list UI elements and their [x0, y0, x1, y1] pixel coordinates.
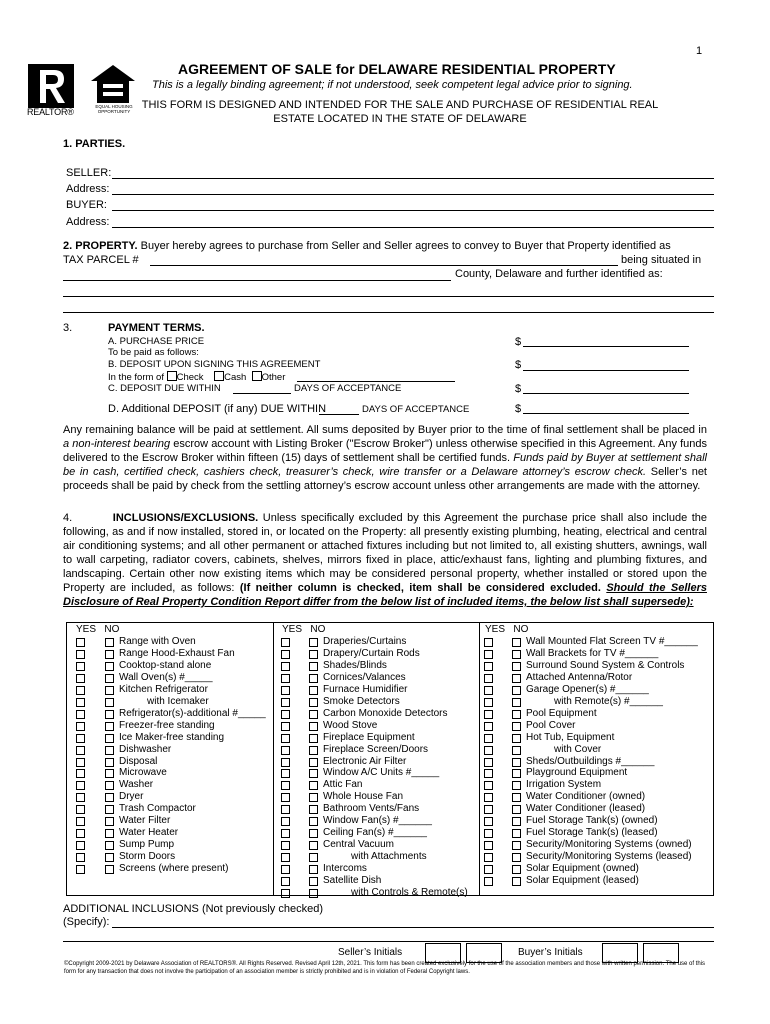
equal-housing-icon	[88, 63, 138, 107]
yes-checkbox[interactable]	[484, 686, 493, 695]
yes-checkbox[interactable]	[484, 829, 493, 838]
yes-checkbox[interactable]	[484, 781, 493, 790]
seller-initials-label: Seller’s Initials	[338, 947, 403, 958]
tax-parcel-label: TAX PARCEL #	[63, 254, 139, 266]
additional-inclusions-line-2[interactable]	[63, 941, 714, 942]
yes-checkbox[interactable]	[76, 829, 85, 838]
no-checkbox[interactable]	[105, 734, 114, 743]
page-subtitle: This is a legally binding agreement; if not understood, seek competent legal advice prior to signing.	[152, 79, 633, 91]
yes-checkbox[interactable]	[281, 853, 290, 862]
yes-checkbox[interactable]	[484, 722, 493, 731]
property-heading: 2. PROPERTY.	[63, 240, 138, 252]
inclusion-item-label: Furnace Humidifier	[323, 683, 408, 695]
yes-checkbox[interactable]	[484, 877, 493, 886]
inclusion-item-label: Fireplace Equipment	[323, 731, 415, 743]
inclusion-item-label: Dryer	[119, 791, 144, 803]
yes-checkbox[interactable]	[484, 710, 493, 719]
inclusion-item-label: with Controls & Remote(s)	[351, 886, 468, 898]
inclusion-item-label: Water Heater	[119, 827, 179, 839]
no-checkbox[interactable]	[512, 638, 521, 647]
yes-checkbox[interactable]	[484, 853, 493, 862]
inclusion-item-label: Washer	[119, 779, 154, 791]
inclusion-item-label: Fuel Storage Tank(s) (leased)	[526, 827, 658, 839]
no-checkbox[interactable]	[512, 674, 521, 683]
yes-checkbox[interactable]	[281, 734, 290, 743]
property-text: Buyer hereby agrees to purchase from Seller and Seller agrees to convey to Buyer that Property identified as	[140, 240, 671, 252]
no-checkbox[interactable]	[105, 662, 114, 671]
inclusion-item-label: Solar Equipment (leased)	[526, 875, 639, 886]
yes-checkbox[interactable]	[484, 805, 493, 814]
inclusion-item-label: Wall Mounted Flat Screen TV #______	[526, 636, 698, 647]
inclusion-item-label: Ceiling Fan(s) #______	[323, 827, 427, 839]
no-checkbox[interactable]	[309, 758, 318, 767]
additional-deposit-field[interactable]	[523, 413, 689, 414]
no-checkbox[interactable]	[309, 793, 318, 802]
other-field[interactable]	[297, 381, 455, 382]
no-checkbox[interactable]	[309, 710, 318, 719]
inclusion-item-label: with Remote(s) #______	[554, 695, 663, 707]
yes-checkbox[interactable]	[76, 758, 85, 767]
additional-inclusions-label: ADDITIONAL INCLUSIONS (Not previously checked)	[63, 903, 323, 915]
equal-housing-text: EQUAL HOUSING OPPORTUNITY	[95, 104, 133, 114]
no-checkbox[interactable]	[512, 686, 521, 695]
yes-checkbox[interactable]	[281, 877, 290, 886]
inclusion-item-label: Window Fan(s) #______	[323, 815, 432, 827]
inclusion-item-label: Water Conditioner (owned)	[526, 791, 646, 803]
no-checkbox[interactable]	[309, 877, 318, 886]
no-checkbox[interactable]	[105, 769, 114, 778]
yes-checkbox[interactable]	[281, 662, 290, 671]
yes-checkbox[interactable]	[484, 793, 493, 802]
yes-checkbox[interactable]	[281, 889, 290, 898]
yes-checkbox[interactable]	[281, 746, 290, 755]
buyer-address-label: Address:	[66, 216, 110, 228]
no-checkbox[interactable]	[512, 793, 521, 802]
no-checkbox[interactable]	[309, 841, 318, 850]
no-checkbox[interactable]	[512, 781, 521, 790]
yes-checkbox[interactable]	[281, 686, 290, 695]
inclusion-item-label: Draperies/Curtains	[323, 636, 407, 647]
seller-address-field[interactable]	[112, 194, 714, 195]
inclusion-item-label: with Cover	[554, 743, 602, 755]
inclusion-item-label: Refrigerator(s)-additional #_____	[119, 707, 266, 719]
inclusion-item-label: Kitchen Refrigerator	[119, 683, 208, 695]
no-checkbox[interactable]	[309, 686, 318, 695]
inclusion-item-label: with Icemaker	[147, 695, 209, 707]
no-checkbox[interactable]	[512, 841, 521, 850]
inclusion-item-label: Sheds/Outbuildings #______	[526, 755, 655, 767]
yes-checkbox[interactable]	[76, 734, 85, 743]
page-title: AGREEMENT OF SALE for DELAWARE RESIDENTIAL PROPERTY	[178, 61, 616, 77]
yes-checkbox[interactable]	[484, 746, 493, 755]
no-checkbox[interactable]	[512, 722, 521, 731]
inclusion-item-label: Water Conditioner (leased)	[526, 803, 646, 815]
deposit-due-field[interactable]	[523, 393, 689, 394]
yes-checkbox[interactable]	[484, 674, 493, 683]
no-checkbox[interactable]	[309, 698, 318, 707]
yes-checkbox[interactable]	[76, 781, 85, 790]
buyer-field[interactable]	[112, 210, 714, 211]
inclusions-number: 4.	[63, 512, 73, 524]
no-checkbox[interactable]	[105, 638, 114, 647]
inclusion-item-label: Wall Brackets for TV #______	[526, 647, 659, 659]
yes-checkbox[interactable]	[281, 841, 290, 850]
inclusion-item-label: Solar Equipment (owned)	[526, 863, 639, 875]
no-checkbox[interactable]	[512, 877, 521, 886]
property-section	[63, 240, 671, 252]
inclusion-item-label: Wall Oven(s) #_____	[119, 671, 213, 683]
yes-checkbox[interactable]	[484, 698, 493, 707]
no-checkbox[interactable]	[309, 865, 318, 874]
no-checkbox[interactable]	[512, 650, 521, 659]
no-checkbox[interactable]	[105, 722, 114, 731]
additional-inclusions-field[interactable]	[112, 927, 714, 928]
no-checkbox[interactable]	[105, 853, 114, 862]
no-checkbox[interactable]	[105, 674, 114, 683]
no-checkbox[interactable]	[309, 769, 318, 778]
no-checkbox[interactable]	[105, 805, 114, 814]
inclusion-item-label: Fuel Storage Tank(s) (owned)	[526, 815, 658, 827]
no-checkbox[interactable]	[309, 817, 318, 826]
no-checkbox[interactable]	[309, 889, 318, 898]
yes-checkbox[interactable]	[281, 698, 290, 707]
payment-number: 3.	[63, 322, 73, 334]
yes-checkbox[interactable]	[76, 698, 85, 707]
inclusion-item-label: Electronic Air Filter	[323, 755, 407, 767]
no-checkbox[interactable]	[105, 758, 114, 767]
no-checkbox[interactable]	[512, 662, 521, 671]
inclusion-item-label: Attic Fan	[323, 779, 363, 791]
inclusion-item-label: Smoke Detectors	[323, 695, 400, 707]
cash-checkbox[interactable]	[214, 371, 224, 381]
seller-initials-box-1[interactable]	[425, 943, 461, 963]
no-checkbox[interactable]	[105, 686, 114, 695]
no-checkbox[interactable]	[105, 650, 114, 659]
inclusion-item-label: Wood Stove	[323, 719, 378, 731]
buyer-initials-label: Buyer’s Initials	[518, 947, 583, 958]
inclusion-item-label: Garage Opener(s) #______	[526, 683, 649, 695]
inclusion-item-label: Intercoms	[323, 863, 367, 875]
seller-field[interactable]	[112, 178, 714, 179]
no-checkbox[interactable]	[105, 817, 114, 826]
inclusion-item-label: Range Hood-Exhaust Fan	[119, 647, 235, 659]
no-checkbox[interactable]	[105, 746, 114, 755]
no-checkbox[interactable]	[105, 781, 114, 790]
inclusion-item-label: Central Vacuum	[323, 839, 394, 851]
inclusions-heading: INCLUSIONS/EXCLUSIONS.	[112, 512, 259, 524]
yes-checkbox[interactable]	[76, 710, 85, 719]
copyright-footer: ©Copyright 2009-2021 by Delaware Association of REALTORS®. All Rights Reserved. Revised April 12th, 2021. This form has been created exclusively for the use of the association members and those with written permission. The use of this form for any transaction that does not involve the participation of an association member is strictly prohibited and is in violation of Federal Copyright laws.	[64, 961, 706, 975]
yes-checkbox[interactable]	[484, 638, 493, 647]
no-checkbox[interactable]	[309, 650, 318, 659]
no-checkbox[interactable]	[309, 853, 318, 862]
yes-checkbox[interactable]	[76, 686, 85, 695]
yes-checkbox[interactable]	[484, 650, 493, 659]
no-checkbox[interactable]	[309, 781, 318, 790]
yes-checkbox[interactable]	[484, 758, 493, 767]
seller-address-label: Address:	[66, 183, 110, 195]
no-checkbox[interactable]	[105, 841, 114, 850]
no-checkbox[interactable]	[309, 722, 318, 731]
inclusion-item-label: Pool Equipment	[526, 707, 597, 719]
yes-checkbox[interactable]	[484, 817, 493, 826]
inclusion-item-label: Range with Oven	[119, 636, 196, 647]
payment-heading: PAYMENT TERMS.	[108, 322, 205, 334]
no-checkbox[interactable]	[309, 662, 318, 671]
inclusion-item-label: Ice Maker-free standing	[119, 731, 225, 743]
yes-checkbox[interactable]	[76, 722, 85, 731]
inclusion-item-label: Hot Tub, Equipment	[526, 731, 615, 743]
yes-checkbox[interactable]	[281, 829, 290, 838]
yes-checkbox[interactable]	[281, 781, 290, 790]
no-checkbox[interactable]	[512, 805, 521, 814]
deposit-form-row: In the form of Check Cash Other	[108, 372, 286, 383]
property-description-line-1[interactable]	[63, 296, 714, 297]
yes-checkbox[interactable]	[281, 758, 290, 767]
yes-checkbox[interactable]	[484, 662, 493, 671]
inclusion-item-label: Storm Doors	[119, 851, 176, 863]
tax-parcel-field[interactable]	[150, 265, 618, 266]
yes-checkbox[interactable]	[281, 793, 290, 802]
inclusion-item-label: Dishwasher	[119, 743, 172, 755]
county-field[interactable]	[63, 280, 451, 281]
inclusion-item-label: Carbon Monoxide Detectors	[323, 707, 448, 719]
other-checkbox[interactable]	[252, 371, 262, 381]
no-checkbox[interactable]	[309, 638, 318, 647]
col1-header: YES NO	[76, 624, 120, 635]
no-checkbox[interactable]	[309, 674, 318, 683]
yes-checkbox[interactable]	[484, 769, 493, 778]
additional-deposit-label: D. Additional DEPOSIT (if any) DUE WITHIN	[108, 403, 327, 415]
inclusion-item-label: Disposal	[119, 755, 158, 767]
no-checkbox[interactable]	[105, 865, 114, 874]
yes-checkbox[interactable]	[76, 769, 85, 778]
property-description-line-2[interactable]	[63, 312, 714, 313]
no-checkbox[interactable]	[512, 865, 521, 874]
inclusion-item-label: Shades/Blinds	[323, 659, 387, 671]
yes-checkbox[interactable]	[484, 865, 493, 874]
yes-checkbox[interactable]	[281, 865, 290, 874]
col3-header: YES NO	[485, 624, 529, 635]
no-checkbox[interactable]	[105, 829, 114, 838]
inclusions-paragraph: 4. INCLUSIONS/EXCLUSIONS. Unless specifically excluded by this Agreement the purchase price shall also include the following, as and if now installed, stored in, or located on the Property: all presently existing plumbing, heating, electrical and central air conditioning systems; and all other permanent or attached fixtures including but not limited to, all existing shutters, awnings, wall to wall carpeting, radiator covers, cabinets, shelves, mirrors fixed in place, attic/exhaust fans, lighting and plumbing fixtures, and landscaping. Certain other now existing items which may be considered personal property, whether installed or stored upon the Property are included, as follows: (If neither column is checked, item shall be considered excluded. Should the Sellers Disclosure of Real Property Condition Report differ from the below list of included items, the below list shall supersede):	[63, 512, 707, 608]
seller-initials-box-2[interactable]	[466, 943, 502, 963]
inclusion-item-label: Cooktop-stand alone	[119, 659, 212, 671]
yes-checkbox[interactable]	[76, 805, 85, 814]
no-checkbox[interactable]	[309, 805, 318, 814]
yes-checkbox[interactable]	[76, 662, 85, 671]
no-checkbox[interactable]	[512, 817, 521, 826]
no-checkbox[interactable]	[105, 710, 114, 719]
paid-as-label: To be paid as follows:	[108, 347, 199, 358]
inclusion-item-label: Bathroom Vents/Fans	[323, 803, 420, 815]
inclusion-item-label: Water Filter	[119, 815, 171, 827]
yes-checkbox[interactable]	[281, 710, 290, 719]
no-checkbox[interactable]	[309, 734, 318, 743]
inclusion-item-label: Trash Compactor	[119, 803, 196, 815]
no-checkbox[interactable]	[512, 758, 521, 767]
yes-checkbox[interactable]	[281, 817, 290, 826]
deposit-signing-label: B. DEPOSIT UPON SIGNING THIS AGREEMENT	[108, 359, 321, 370]
buyer-initials-box-2[interactable]	[643, 943, 679, 963]
yes-checkbox[interactable]	[76, 865, 85, 874]
no-checkbox[interactable]	[512, 710, 521, 719]
situated-label: being situated in	[621, 254, 702, 266]
col2-header: YES NO	[282, 624, 326, 635]
additional-days-label: DAYS OF ACCEPTANCE	[362, 404, 470, 415]
deposit-days-label: DAYS OF ACCEPTANCE	[294, 383, 402, 394]
inclusion-item-label: Microwave	[119, 767, 167, 779]
yes-checkbox[interactable]	[281, 769, 290, 778]
purchase-price-field[interactable]	[523, 346, 689, 347]
no-checkbox[interactable]	[512, 769, 521, 778]
no-checkbox[interactable]	[512, 853, 521, 862]
inclusion-item-label: Cornices/Valances	[323, 671, 406, 683]
yes-checkbox[interactable]	[484, 734, 493, 743]
yes-checkbox[interactable]	[76, 746, 85, 755]
inclusion-item-label: Surround Sound System & Controls	[526, 659, 685, 671]
yes-checkbox[interactable]	[76, 841, 85, 850]
county-label: County, Delaware and further identified as:	[455, 268, 663, 280]
check-checkbox[interactable]	[167, 371, 177, 381]
payment-paragraph: Any remaining balance will be paid at settlement. All sums deposited by Buyer prior to the time of final settlement shall be placed in a non-interest bearing escrow account with Listing Broker ("Escrow Broker") unless otherwise specified in this Agreement. Any funds delivered to the Escrow Broker within fifteen (15) days of settlement shall be certified funds. Funds paid by Buyer at settlement shall be in cash, certified check, cashiers check, treasurer’s check, wire transfer or a Delaware attorney’s escrow check. Seller’s net proceeds shall be paid by check from the settling attorney’s escrow account unless other arrangements are made with the attorney.	[63, 424, 707, 492]
no-checkbox[interactable]	[309, 746, 318, 755]
inclusion-item-label: Freezer-free standing	[119, 719, 215, 731]
deposit-days-field[interactable]	[233, 393, 291, 394]
no-checkbox[interactable]	[105, 698, 114, 707]
inclusion-item-label: Window A/C Units #_____	[323, 767, 440, 779]
purchase-price-label: A. PURCHASE PRICE	[108, 336, 205, 347]
yes-checkbox[interactable]	[76, 817, 85, 826]
page-number: 1	[696, 45, 703, 57]
yes-checkbox[interactable]	[76, 853, 85, 862]
no-checkbox[interactable]	[512, 698, 521, 707]
buyer-address-field[interactable]	[112, 227, 714, 228]
yes-checkbox[interactable]	[76, 650, 85, 659]
inclusion-item-label: Fireplace Screen/Doors	[323, 743, 429, 755]
deposit-signing-field[interactable]	[523, 370, 689, 371]
realtor-logo-text: REALTOR®	[27, 107, 74, 117]
yes-checkbox[interactable]	[76, 674, 85, 683]
inclusion-item-label: Screens (where present)	[119, 863, 229, 875]
inclusion-item-label: Security/Monitoring Systems (owned)	[526, 839, 692, 851]
no-checkbox[interactable]	[512, 746, 521, 755]
buyer-initials-box-1[interactable]	[602, 943, 638, 963]
intro-text: THIS FORM IS DESIGNED AND INTENDED FOR THE SALE AND PURCHASE OF RESIDENTIAL REAL ESTATE LOCATED IN THE STATE OF DELAWARE	[141, 99, 659, 125]
inclusion-item-label: Drapery/Curtain Rods	[323, 647, 420, 659]
inclusion-item-label: Whole House Fan	[323, 791, 404, 803]
additional-days-field[interactable]	[319, 414, 359, 415]
inclusion-item-label: Sump Pump	[119, 839, 175, 851]
no-checkbox[interactable]	[512, 734, 521, 743]
yes-checkbox[interactable]	[281, 650, 290, 659]
inclusion-item-label: with Attachments	[351, 851, 427, 863]
no-checkbox[interactable]	[105, 793, 114, 802]
deposit-due-label: C. DEPOSIT DUE WITHIN	[108, 383, 221, 394]
yes-checkbox[interactable]	[281, 805, 290, 814]
yes-checkbox[interactable]	[484, 841, 493, 850]
no-checkbox[interactable]	[309, 829, 318, 838]
inclusion-item-label: Attached Antenna/Rotor	[526, 671, 633, 683]
inclusion-item-label: Playground Equipment	[526, 767, 628, 779]
yes-checkbox[interactable]	[76, 793, 85, 802]
inclusion-item-label: Satellite Dish	[323, 875, 382, 886]
inclusion-item-label: Irrigation System	[526, 779, 602, 791]
yes-checkbox[interactable]	[281, 674, 290, 683]
yes-checkbox[interactable]	[281, 722, 290, 731]
parties-heading: 1. PARTIES.	[63, 138, 126, 150]
yes-checkbox[interactable]	[281, 638, 290, 647]
no-checkbox[interactable]	[512, 829, 521, 838]
buyer-label: BUYER:	[66, 199, 107, 211]
specify-label: (Specify):	[63, 916, 110, 928]
seller-label: SELLER:	[66, 167, 112, 179]
yes-checkbox[interactable]	[76, 638, 85, 647]
inclusion-item-label: Security/Monitoring Systems (leased)	[526, 851, 692, 863]
inclusion-item-label: Pool Cover	[526, 719, 576, 731]
